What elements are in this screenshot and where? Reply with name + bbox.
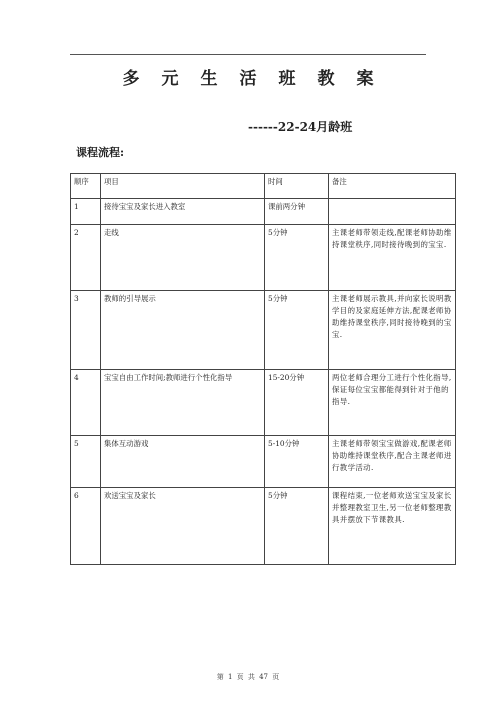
header-order: 顺序 (71, 174, 101, 199)
table-row (71, 436, 456, 488)
header-rule (70, 54, 426, 55)
row-order: 2 (71, 225, 101, 291)
row-note: 两位老师合理分工进行个性化指导,保证每位宝宝都能得到针对于他的指导. (329, 370, 456, 436)
row-item: 接待宝宝及家长进入教室 (101, 199, 265, 225)
row-item: 宝宝自由工作时间;教师进行个性化指导 (101, 370, 265, 436)
course-flow-table (70, 173, 456, 565)
table-row (71, 488, 456, 565)
row-order: 4 (71, 370, 101, 436)
header-time: 时间 (265, 174, 329, 199)
row-order: 3 (71, 291, 101, 370)
row-order: 1 (71, 199, 101, 225)
page-footer: 第 1 页 共 47 页 (216, 673, 280, 681)
table-row (71, 291, 456, 370)
row-note: 主课老师带领宝宝做游戏,配课老师协助维持课堂秩序,配合主课老师进行教学活动. (329, 436, 456, 488)
row-time: 5-10分钟 (265, 436, 329, 488)
row-note: 课程结束,一位老师欢送宝宝及家长并整理教室卫生,另一位老师整理教具并摆放下节课教具. (329, 488, 456, 565)
row-order: 5 (71, 436, 101, 488)
row-item: 教师的引导展示 (101, 291, 265, 370)
row-note: 主课老师展示教具,并向家长说明教学目的及家庭延伸方法,配课老师协助维持课堂秩序,同时接待晚到的宝宝. (329, 291, 456, 370)
row-item: 走线 (101, 225, 265, 291)
table-header-row (71, 174, 456, 199)
row-time: 5分钟 (265, 225, 329, 291)
row-time: 15-20分钟 (265, 370, 329, 436)
header-note: 备注 (329, 174, 456, 199)
table-row (71, 370, 456, 436)
row-time: 课前两分钟 (265, 199, 329, 225)
row-item: 集体互动游戏 (101, 436, 265, 488)
row-note (329, 199, 456, 225)
table-row (71, 225, 456, 291)
section-heading: 课程流程: (76, 146, 125, 159)
row-time: 5分钟 (265, 488, 329, 565)
row-item: 欢送宝宝及家长 (101, 488, 265, 565)
document-subtitle: ------22-24月龄班 (248, 120, 353, 134)
document-title: 多元生活班教案 (122, 69, 396, 89)
row-time: 5分钟 (265, 291, 329, 370)
row-order: 6 (71, 488, 101, 565)
header-item: 项目 (101, 174, 265, 199)
table-row (71, 199, 456, 225)
row-note: 主课老师带领走线,配课老师协助维持课堂秩序,同时接待晚到的宝宝. (329, 225, 456, 291)
